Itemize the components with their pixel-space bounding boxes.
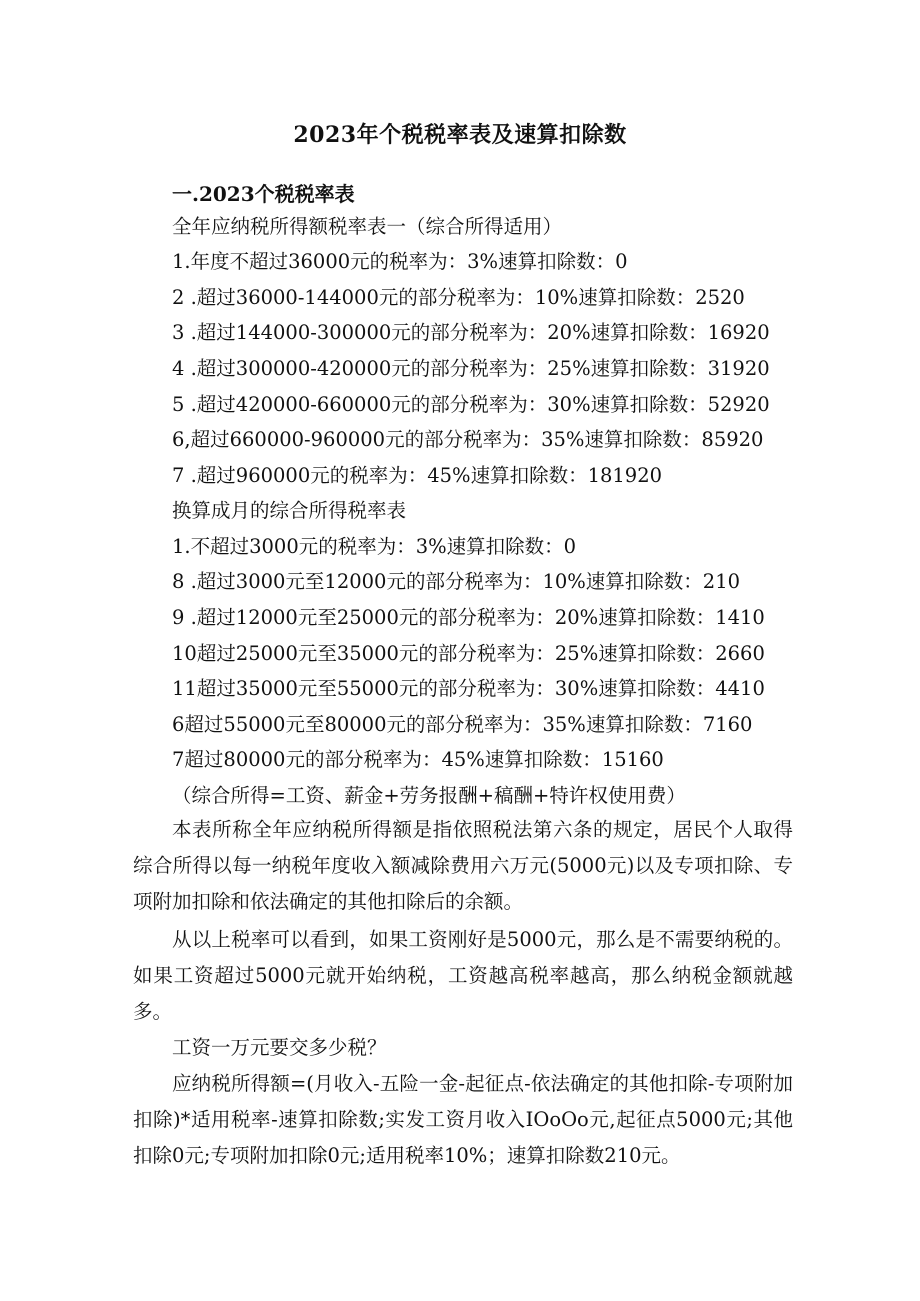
monthly-rate-row: 6超过55000元至80000元的部分税率为：35%速算扣除数：7160 bbox=[172, 713, 753, 736]
paragraph-definition: 本表所称全年应纳税所得额是指依照税法第六条的规定，居民个人取得综合所得以每一纳税年度收入额减除费用六万元(5000元)以及专项扣除、专项附加扣除和依法确定的其他扣除后的余额。 bbox=[133, 818, 793, 913]
annual-rate-row: 2 .超过36000-144000元的部分税率为：10%速算扣除数：2520 bbox=[172, 286, 745, 309]
monthly-rate-row: 10超过25000元至35000元的部分税率为：25%速算扣除数：2660 bbox=[172, 642, 765, 665]
annual-table-title: 全年应纳税所得额税率表一（综合所得适用） bbox=[172, 215, 563, 238]
annual-rate-row: 3 .超过144000-300000元的部分税率为：20%速算扣除数：16920 bbox=[172, 321, 770, 344]
annual-rate-row: 5 .超过420000-660000元的部分税率为：30%速算扣除数：52920 bbox=[172, 393, 770, 416]
monthly-rate-row: 8 .超过3000元至12000元的部分税率为：10%速算扣除数：210 bbox=[172, 570, 741, 593]
paragraph-question: 工资一万元要交多少税？ bbox=[172, 1036, 387, 1059]
section-heading: 一.2023个税税率表 bbox=[172, 182, 355, 206]
annual-rate-row: 4 .超过300000-420000元的部分税率为：25%速算扣除数：31920 bbox=[172, 357, 770, 380]
monthly-rate-row: 7超过80000元的部分税率为：45%速算扣除数：15160 bbox=[172, 748, 664, 771]
annual-rate-row: 7 .超过960000元的税率为：45%速算扣除数：181920 bbox=[172, 464, 663, 487]
annual-rate-row: 6,超过660000-960000元的部分税率为：35%速算扣除数：85920 bbox=[172, 428, 764, 451]
paragraph-explanation: 从以上税率可以看到，如果工资刚好是5000元，那么是不需要纳税的。如果工资超过5000元就开始纳税，工资越高税率越高，那么纳税金额就越多。 bbox=[133, 928, 793, 1023]
monthly-table-title: 换算成月的综合所得税率表 bbox=[172, 499, 407, 522]
document-title: 2023年个税税率表及速算扣除数 bbox=[293, 122, 627, 148]
annual-rate-row: 1.年度不超过36000元的税率为：3%速算扣除数：0 bbox=[172, 250, 628, 273]
comprehensive-income-note: （综合所得=工资、薪金+劳务报酬+稿酬+特许权使用费） bbox=[172, 784, 686, 807]
monthly-rate-row: 1.不超过3000元的税率为：3%速算扣除数：0 bbox=[172, 535, 577, 558]
monthly-rate-row: 11超过35000元至55000元的部分税率为：30%速算扣除数：4410 bbox=[172, 677, 765, 700]
paragraph-formula: 应纳税所得额=(月收入-五险一金-起征点-依法确定的其他扣除-专项附加扣除)*适用税率-速算扣除数;实发工资月收入IOoOo元,起征点5000元;其他扣除0元;专项附加扣除0元;适用税率10%；速算扣除数210元。 bbox=[133, 1072, 793, 1167]
monthly-rate-row: 9 .超过12000元至25000元的部分税率为：20%速算扣除数：1410 bbox=[172, 606, 765, 629]
